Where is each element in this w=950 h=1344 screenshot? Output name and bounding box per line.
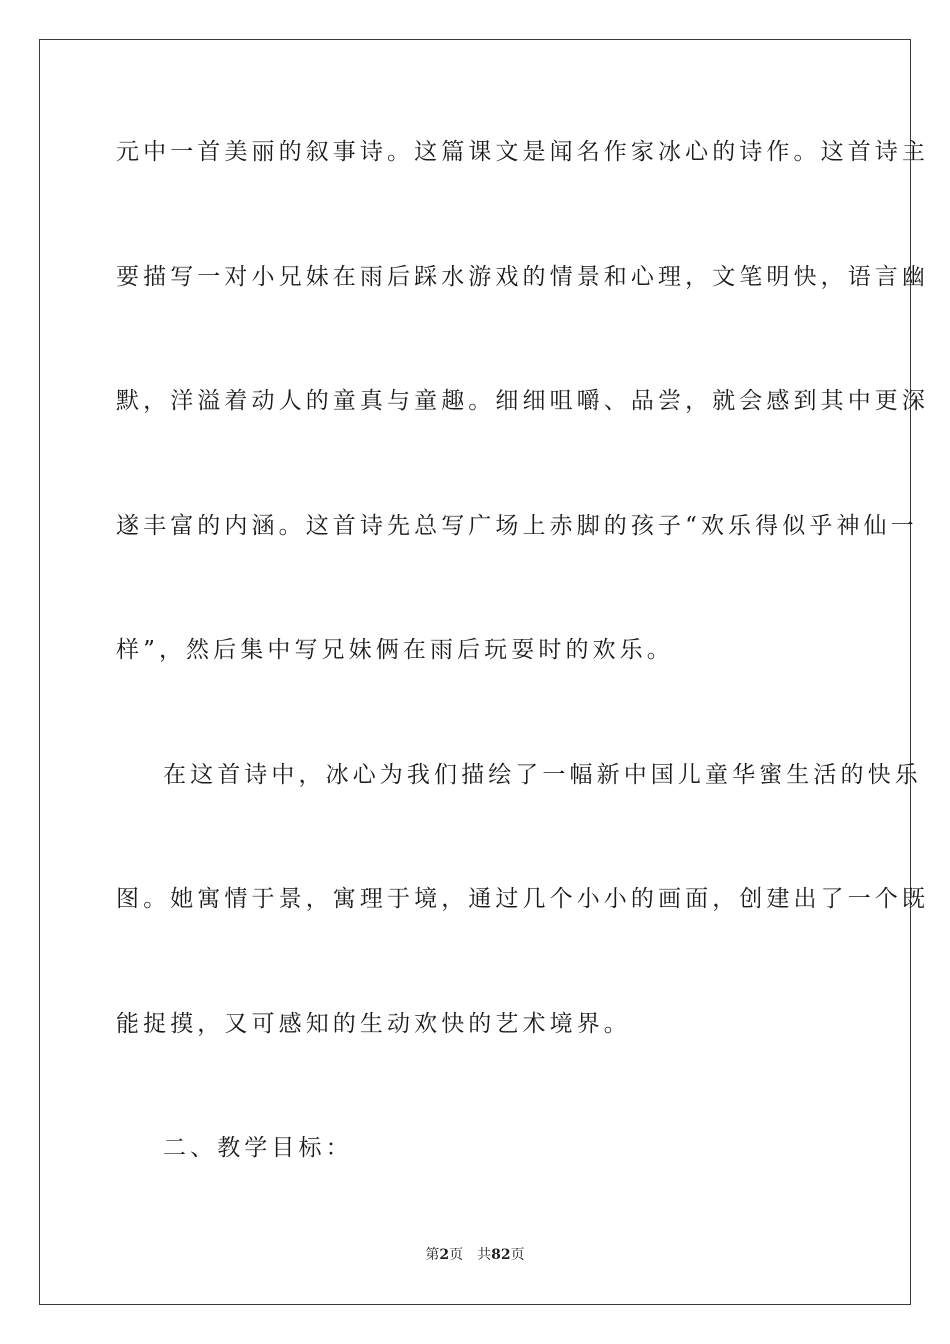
total-suffix: 页 xyxy=(510,1247,525,1263)
total-prefix: 共 xyxy=(477,1247,492,1263)
page-number: 2 xyxy=(439,1247,450,1263)
text-line: 能捉摸，又可感知的生动欢快的艺术境界。 xyxy=(116,1011,631,1037)
page-footer xyxy=(0,1246,950,1264)
section-heading: 二、教学目标： xyxy=(163,1135,353,1161)
text-line: 图。她寓情于景，寓理于境，通过几个小小的画面，创建出了一个既 xyxy=(116,886,929,912)
text-line: 在这首诗中，冰心为我们描绘了一幅新中国儿童华蜜生活的快乐 xyxy=(163,762,922,788)
text-line: 默，洋溢着动人的童真与童趣。细细咀嚼、品尝，就会感到其中更深 xyxy=(116,388,929,414)
text-line: 元中一首美丽的叙事诗。这篇课文是闻名作家冰心的诗作。这首诗主 xyxy=(116,139,929,165)
text-line: 要描写一对小兄妹在雨后踩水游戏的情景和心理，文笔明快，语言幽 xyxy=(116,264,929,290)
total-pages: 82 xyxy=(491,1247,511,1263)
page-prefix: 第 xyxy=(425,1247,440,1263)
page-suffix: 页 xyxy=(449,1247,464,1263)
page-frame xyxy=(39,39,929,1305)
text-line: 样”，然后集中写兄妹俩在雨后玩耍时的欢乐。 xyxy=(116,637,674,663)
text-line: 遂丰富的内涵。这首诗先总写广场上赤脚的孩子“欢乐得似乎神仙一 xyxy=(116,513,918,539)
